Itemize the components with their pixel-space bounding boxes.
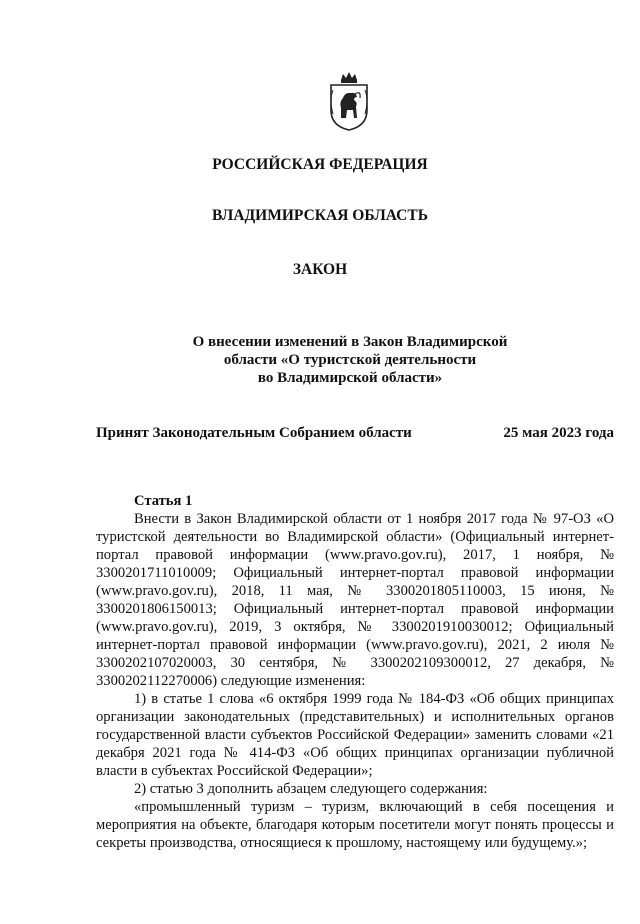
adoption-line (96, 425, 614, 442)
article-body (96, 492, 614, 852)
coat-of-arms-icon (327, 70, 371, 132)
region-heading: ВЛАДИМИРСКАЯ ОБЛАСТЬ (212, 207, 428, 224)
subject-line: области «О туристской деятельности (223, 352, 477, 368)
subject-line: во Владимирской области» (257, 370, 443, 386)
adopted-by: Принят Законодательным Собранием области (96, 425, 412, 441)
law-subject (150, 333, 550, 387)
country-heading: РОССИЙСКАЯ ФЕДЕРАЦИЯ (212, 156, 428, 173)
article-item-2: 2) статью 3 дополнить абзацем следующего содержания: (134, 781, 488, 797)
article-quote: «промышленный туризм – туризм, включающий в себя посещения и мероприятия на объекте, благодаря которым посетители могут понять процессы и секреты производства, относящиеся к прошлому, настоящему или будущему.»; (96, 799, 614, 851)
subject-line: О внесении изменений в Закон Владимирской (192, 334, 508, 350)
doc-type-heading: ЗАКОН (292, 261, 348, 278)
article-title: Статья 1 (134, 493, 193, 509)
adoption-date: 25 мая 2023 года (503, 425, 614, 441)
article-intro: Внести в Закон Владимирской области от 1 ноября 2017 года № 97-ОЗ «О туристской деятельности во Владимирской области» (Официальный интернет-портал правовой информации (www.pravo.gov.ru), 2017, 1 ноября, № 3300201711010009; Официальный интернет-портал правовой информации (www.pravo.gov.ru), 2018, 11 мая, № 3300201805110003, 15 июня, № 3300201806150013; Официальный интернет-портал правовой информации (www.pravo.gov.ru), 2019, 3 октября, № 3300201910030012; Официальный интернет-портал правовой информации (www.pravo.gov.ru), 2021, 2 июля № 3300202107020003, 30 сентября, № 3300202109300012, 27 декабря, № 3300202112270006) следующие изменения: (96, 511, 614, 689)
article-item-1: 1) в статье 1 слова «6 октября 1999 года № 184-ФЗ «Об общих принципах организации законодательных (представительных) и исполнительных органов государственной власти субъектов Российской Федерации» заменить словами «21 декабря 2021 года № 414-ФЗ «Об общих принципах организации публичной власти в субъектах Российской Федерации»; (96, 691, 614, 779)
